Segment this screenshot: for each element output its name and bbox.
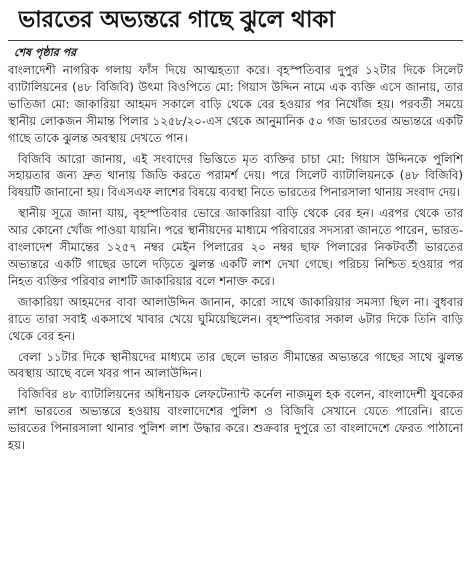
article-body: [8, 62, 463, 458]
paragraph: বাংলাদেশী নাগরিক গলায় ফাঁস দিয়ে আত্মহত্যা করে। বৃহস্পতিবার দুপুর ১২টার দিকে সিলেট ব্যাটালিয়নের (৪৮ বিজিবি) উৎমা বিওপিতে মো: গিয়াস উদ্দিন নামে এক ব্যক্তি এসে জানায়, তার ভাতিজা মো: জাকারিয়া আহমদ সকালে বাড়ি থেকে বের হওয়ার পর নিখোঁজ হয়। পরবর্তী সময়ে স্থানীয় লোকজন সীমান্ত পিলার ১২৫৮/২০-এস থেকে আনুমানিক ৫০ গজ ভারতের অভ্যন্তরে একটি গাছে তাকে ঝুলন্ত অবস্থায় দেখতে পান।: [8, 63, 463, 145]
continuation-label: শেষ পৃষ্ঠার পর: [14, 46, 77, 59]
paragraph: জাকারিয়া আহমদের বাবা আলাউদ্দিন জানান, কারো সাথে জাকারিয়ার সমস্যা ছিল না। বুধবার রাতে তারা সবাই একসাথে খাবার খেয়ে ঘুমিয়েছিলেন। বৃহস্পতিবার সকাল ৬টার দিকে তিনি বাড়ি থেকে বের হন।: [8, 294, 463, 343]
headline-divider: [8, 40, 463, 41]
headline: ভারতের অভ্যন্তরে গাছে ঝুলে থাকা: [18, 7, 335, 33]
paragraph: বেলা ১১টার দিকে স্থানীয়দের মাধ্যমে তার ছেলে ভারত সীমান্তের অভ্যন্তরে গাছের সাথে ঝুলন্ত অবস্থায় আছে বলে খবর পান আলাউদ্দিন।: [8, 349, 463, 381]
paragraph: বিজিবির ৪৮ ব্যাটালিয়নের অধিনায়ক লেফটেন্যান্ট কর্নেল নাজমুল হক বলেন, বাংলাদেশী যুবকের লাশ ভারতের অভ্যন্তরে হওয়ায় বাংলাদেশের পুলিশ ও বিজিবি সেখানে যেতে পারেনি। রাতে ভারতের পিনারসালা থানার পুলিশ লাশ উদ্ধার করে। শুক্রবার দুপুরে তা বাংলাদেশে ফেরত পাঠানো হয়।: [8, 387, 463, 453]
paragraph: বিজিবি আরো জানায়, এই সংবাদের ভিত্তিতে মৃত ব্যক্তির চাচা মো: গিয়াস উদ্দিনকে পুলিশি সহায়তার জন্য দ্রুত থানায় জিডি করতে পরামর্শ দেয়। পরে সিলেট ব্যাটালিয়নকে (৪৮ বিজিবি) বিষয়টি জানানো হয়। বিএসএফ লাশের বিষয়ে ব্যবস্থা নিতে ভারতের পিনারসালা থানায় সংবাদ দেয়।: [8, 151, 463, 200]
paragraph: স্থানীয় সূত্রে জানা যায়, বৃহস্পতিবার ভোরে জাকারিয়া বাড়ি থেকে বের হন। এরপর থেকে তার আর কোনো খোঁজ পাওয়া যায়নি। পরে স্থানীয়দের মাধ্যমে পরিবারের সদস্যরা জানতে পারেন, ভারত-বাংলাদেশ সীমান্তের ১২৫৭ নম্বর মেইন পিলারের ২০ নম্বর ছাফ পিলারের নিকটবর্তী ভারতের অভ্যন্তরে একটি গাছের ডালে দড়িতে ঝুলন্ত একটি লাশ দেখা গেছে। পরিচয় নিশ্চিত হওয়ার পর নিহত ব্যক্তির পরিবার লাশটি জাকারিয়ার বলে শনাক্ত করে।: [8, 206, 463, 288]
